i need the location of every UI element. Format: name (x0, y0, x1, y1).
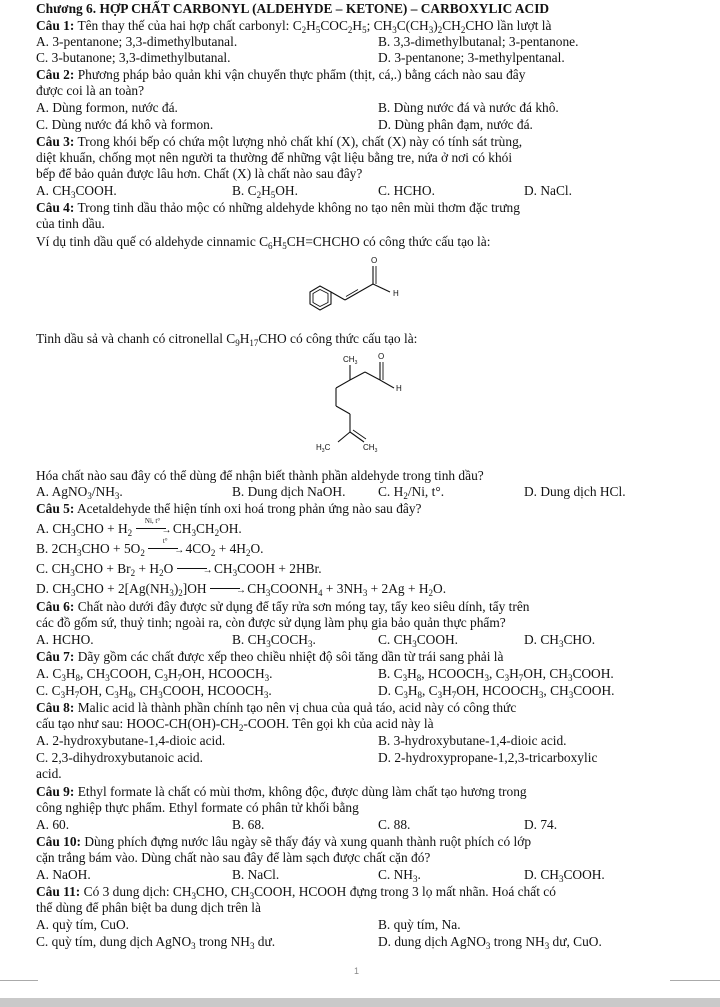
methyl-label: $CH_3$ (343, 355, 358, 366)
question-9-option-c[interactable]: C. 88. (378, 817, 411, 832)
question-6-label: Câu 6: (36, 599, 75, 614)
question-8-option-a[interactable]: A. 2-hydroxybutane-1,4-dioic acid. (36, 733, 226, 748)
question-8-option-d-cont: acid. (36, 766, 62, 781)
question-10-label: Câu 10: (36, 834, 82, 849)
question-8-option-b[interactable]: B. 3-hydroxybutane-1,4-dioic acid. (378, 733, 567, 748)
question-2-stem-cont: được coi là an toàn? (36, 83, 145, 98)
question-11-stem: Câu 11: Có 3 dung dịch: $CH_3CHO$, $CH_3COOH$, HCOOH đựng trong 3 lọ mất nhãn. Hoá chất có (36, 884, 556, 901)
question-9-label: Câu 9: (36, 784, 75, 799)
question-7-option-d[interactable]: D. $C_3H_8$, $C_3H_7OH$, $HCOOCH_3$, $CH_3COOH$. (378, 683, 615, 700)
question-10-option-c[interactable]: C. $NH_3$. (378, 867, 421, 884)
hydrogen-label: H (393, 289, 399, 298)
question-2-option-b[interactable]: B. Dùng nước đá và nước đá khô. (378, 100, 559, 115)
question-1-label: Câu 1: (36, 18, 75, 33)
question-5-option-a[interactable]: A. $CH_3CHO + H_2$ Ni, t° → $CH_3CH_2OH$. (36, 517, 242, 538)
question-3-stem-cont: diệt khuẩn, chống mọt nên người ta thường để những vật liệu bằng tre, nứa ở nơi có khói (36, 150, 513, 165)
margin-mark-right (670, 980, 720, 981)
question-2-stem: Câu 2: Phương pháp bảo quản khi vận chuyển thực phẩm (thịt, cá,.) bằng cách nào sau đây (36, 67, 526, 82)
question-4-stem: Câu 4: Trong tinh dầu thảo mộc có những aldehyde không no tạo nên mùi thơm đặc trưng (36, 200, 520, 215)
question-7-stem: Câu 7: Dãy gồm các chất được xếp theo chiều nhiệt độ sôi tăng dần từ trái sang phải là (36, 649, 504, 664)
question-8-label: Câu 8: (36, 700, 75, 715)
question-8-option-c[interactable]: C. 2,3-dihydroxybutanoic acid. (36, 750, 203, 765)
question-3-stem: Câu 3: Trong khói bếp có chứa một lượng nhỏ chất khí (X), chất (X) này có tính sát trùng, (36, 134, 523, 149)
question-4-option-a[interactable]: A. $AgNO_3/NH_3$. (36, 484, 123, 501)
question-1-option-b[interactable]: B. 3,3-dimethylbutanal; 3-pentanone. (378, 34, 579, 49)
question-7-option-a[interactable]: A. $C_3H_8$, $CH_3COOH$, $C_3H_7OH$, $HCOOCH_3$. (36, 666, 273, 683)
methyl-label-2: $H_3C$ (316, 443, 331, 454)
question-6-stem: Câu 6: Chất nào dưới đây được sử dụng để tẩy rửa sơn móng tay, tẩy keo siêu dính, tẩy trên (36, 599, 530, 614)
question-6-option-a[interactable]: A. HCHO. (36, 632, 94, 647)
question-4-stem-cont: của tinh dầu. (36, 216, 105, 231)
question-8-stem: Câu 8: Malic acid là thành phần chính tạo nên vị chua của quả táo, acid này có công thức (36, 700, 517, 715)
question-1-option-a[interactable]: A. 3-pentanone; 3,3-dimethylbutanal. (36, 34, 238, 49)
question-5-label: Câu 5: (36, 501, 75, 516)
question-10-option-d[interactable]: D. $CH_3COOH$. (524, 867, 605, 884)
question-1-option-c[interactable]: C. 3-butanone; 3,3-dimethylbutanal. (36, 50, 231, 65)
question-9-stem-cont: công nghiệp thực phẩm. Ethyl formate có phân tử khối bằng (36, 800, 359, 815)
margin-mark-left (0, 980, 38, 981)
question-11-option-b[interactable]: B. quỳ tím, Na. (378, 917, 461, 932)
question-5-option-c[interactable]: C. $CH_3CHO + Br_2 + H_2O$ → $CH_3COOH + 2HBr$. (36, 561, 322, 578)
question-3-option-c[interactable]: C. HCHO. (378, 183, 435, 198)
question-7-label: Câu 7: (36, 649, 75, 664)
question-2-option-a[interactable]: A. Dùng formon, nước đá. (36, 100, 178, 115)
question-10-option-b[interactable]: B. NaCl. (232, 867, 280, 882)
question-3-option-a[interactable]: A. $CH_3COOH$. (36, 183, 117, 200)
question-9-option-b[interactable]: B. 68. (232, 817, 265, 832)
question-2-option-c[interactable]: C. Dùng nước đá khô và formon. (36, 117, 214, 132)
question-5-option-b[interactable]: B. $2CH_3CHO + 5O_2$ t° → $4CO_2 + 4H_2O$. (36, 537, 264, 558)
question-5-option-d[interactable]: D. $CH_3CHO + 2[Ag(NH_3)_2]OH$ → $CH_3COONH_4 + 3NH_3 + 2Ag + H_2O$. (36, 581, 447, 598)
page-number: 1 (354, 966, 360, 976)
question-7-option-b[interactable]: B. $C_3H_8$, $HCOOCH_3$, $C_3H_7OH$, $CH_3COOH$. (378, 666, 614, 683)
question-4-option-b[interactable]: B. Dung dịch NaOH. (232, 484, 346, 499)
question-6-option-c[interactable]: C. $CH_3COOH$. (378, 632, 459, 649)
question-9-option-d[interactable]: D. 74. (524, 817, 558, 832)
question-6-option-d[interactable]: D. $CH_3CHO$. (524, 632, 596, 649)
cinnamaldehyde-structure (300, 252, 420, 324)
hydrogen-label-2: H (396, 384, 402, 393)
question-4-option-c[interactable]: C. $H_2/Ni$, t°. (378, 484, 445, 501)
question-3-option-d[interactable]: D. NaCl. (524, 183, 572, 198)
question-6-stem-cont: các đồ gốm sứ, thuỷ tinh; ngoài ra, còn được sử dụng làm phụ gia bảo quản thực phẩm? (36, 615, 506, 630)
question-8-stem-cont: cấu tạo như sau: HOOC-$CH(OH)-CH_2$-COOH. Tên gọi kh của acid này là (36, 716, 434, 733)
oxygen-label: O (371, 256, 378, 265)
question-10-option-a[interactable]: A. NaOH. (36, 867, 91, 882)
question-10-stem: Câu 10: Dùng phích đựng nước lâu ngày sẽ thấy đáy và xung quanh thành ruột phích có lớp (36, 834, 532, 849)
question-9-option-a[interactable]: A. 60. (36, 817, 70, 832)
question-9-stem: Câu 9: Ethyl formate là chất có mùi thơm, không độc, được dùng làm chất tạo hương trong (36, 784, 527, 799)
page-bottom-bar (0, 998, 720, 1007)
methyl-label-3: $CH_3$ (363, 443, 378, 454)
question-2-option-d[interactable]: D. Dùng phân đạm, nước đá. (378, 117, 533, 132)
question-2-label: Câu 2: (36, 67, 75, 82)
question-1-stem: Câu 1: Tên thay thế của hai hợp chất carbonyl: $C_2H_5COC_2H_5$; $CH_3C(CH_3)_2CH_2CHO$ lần lượt là (36, 18, 552, 35)
question-4-option-d[interactable]: D. Dung dịch HCl. (524, 484, 626, 499)
question-4-label: Câu 4: (36, 200, 75, 215)
question-11-option-d[interactable]: D. dung dịch AgNO$_3$ trong $NH_3$ dư, CuO. (378, 934, 602, 951)
question-3-label: Câu 3: (36, 134, 75, 149)
question-4-stem-final: Hóa chất nào sau đây có thể dùng để nhận biết thành phần aldehyde trong tinh dầu? (36, 468, 484, 483)
question-11-stem-cont: thể dùng để phân biệt ba dung dịch trên là (36, 900, 261, 915)
question-6-option-b[interactable]: B. $CH_3COCH_3$. (232, 632, 316, 649)
question-3-stem-cont2: bếp để bảo quản được lâu hơn. Chất (X) là chất nào sau đây? (36, 166, 363, 181)
question-7-option-c[interactable]: C. $C_3H_7OH$, $C_3H_8$, $CH_3COOH$, $HCOOCH_3$. (36, 683, 272, 700)
question-11-option-a[interactable]: A. quỳ tím, CuO. (36, 917, 129, 932)
question-11-label: Câu 11: (36, 884, 81, 899)
question-10-stem-cont: cặn trắng bám vào. Dùng chất nào sau đây để làm sạch được chất cặn đó? (36, 850, 431, 865)
question-1-option-d[interactable]: D. 3-pentanone; 3-methylpentanal. (378, 50, 565, 65)
oxygen-label-2: O (378, 352, 385, 361)
chapter-title: Chương 6. HỢP CHẤT CARBONYL (ALDEHYDE – KETONE) – CARBOXYLIC ACID (36, 1, 550, 16)
question-11-option-c[interactable]: C. quỳ tím, dung dịch AgNO$_3$ trong $NH_3$ dư. (36, 934, 276, 951)
question-5-stem: Câu 5: Acetaldehyde thể hiện tính oxi hoá trong phản ứng nào sau đây? (36, 501, 422, 516)
question-4-cinnamic-text: Ví dụ tinh dầu quế có aldehyde cinnamic $C_6H_5CH=CHCHO$ có công thức cấu tạo là: (36, 234, 491, 251)
citronellal-structure (310, 350, 420, 460)
question-8-option-d[interactable]: D. 2-hydroxypropane-1,2,3-tricarboxylic (378, 750, 598, 765)
question-4-citronellal-text: Tinh dầu sả và chanh có citronellal $C_9H_{17}CHO$ có công thức cấu tạo là: (36, 331, 418, 348)
question-3-option-b[interactable]: B. $C_2H_5OH$. (232, 183, 298, 200)
